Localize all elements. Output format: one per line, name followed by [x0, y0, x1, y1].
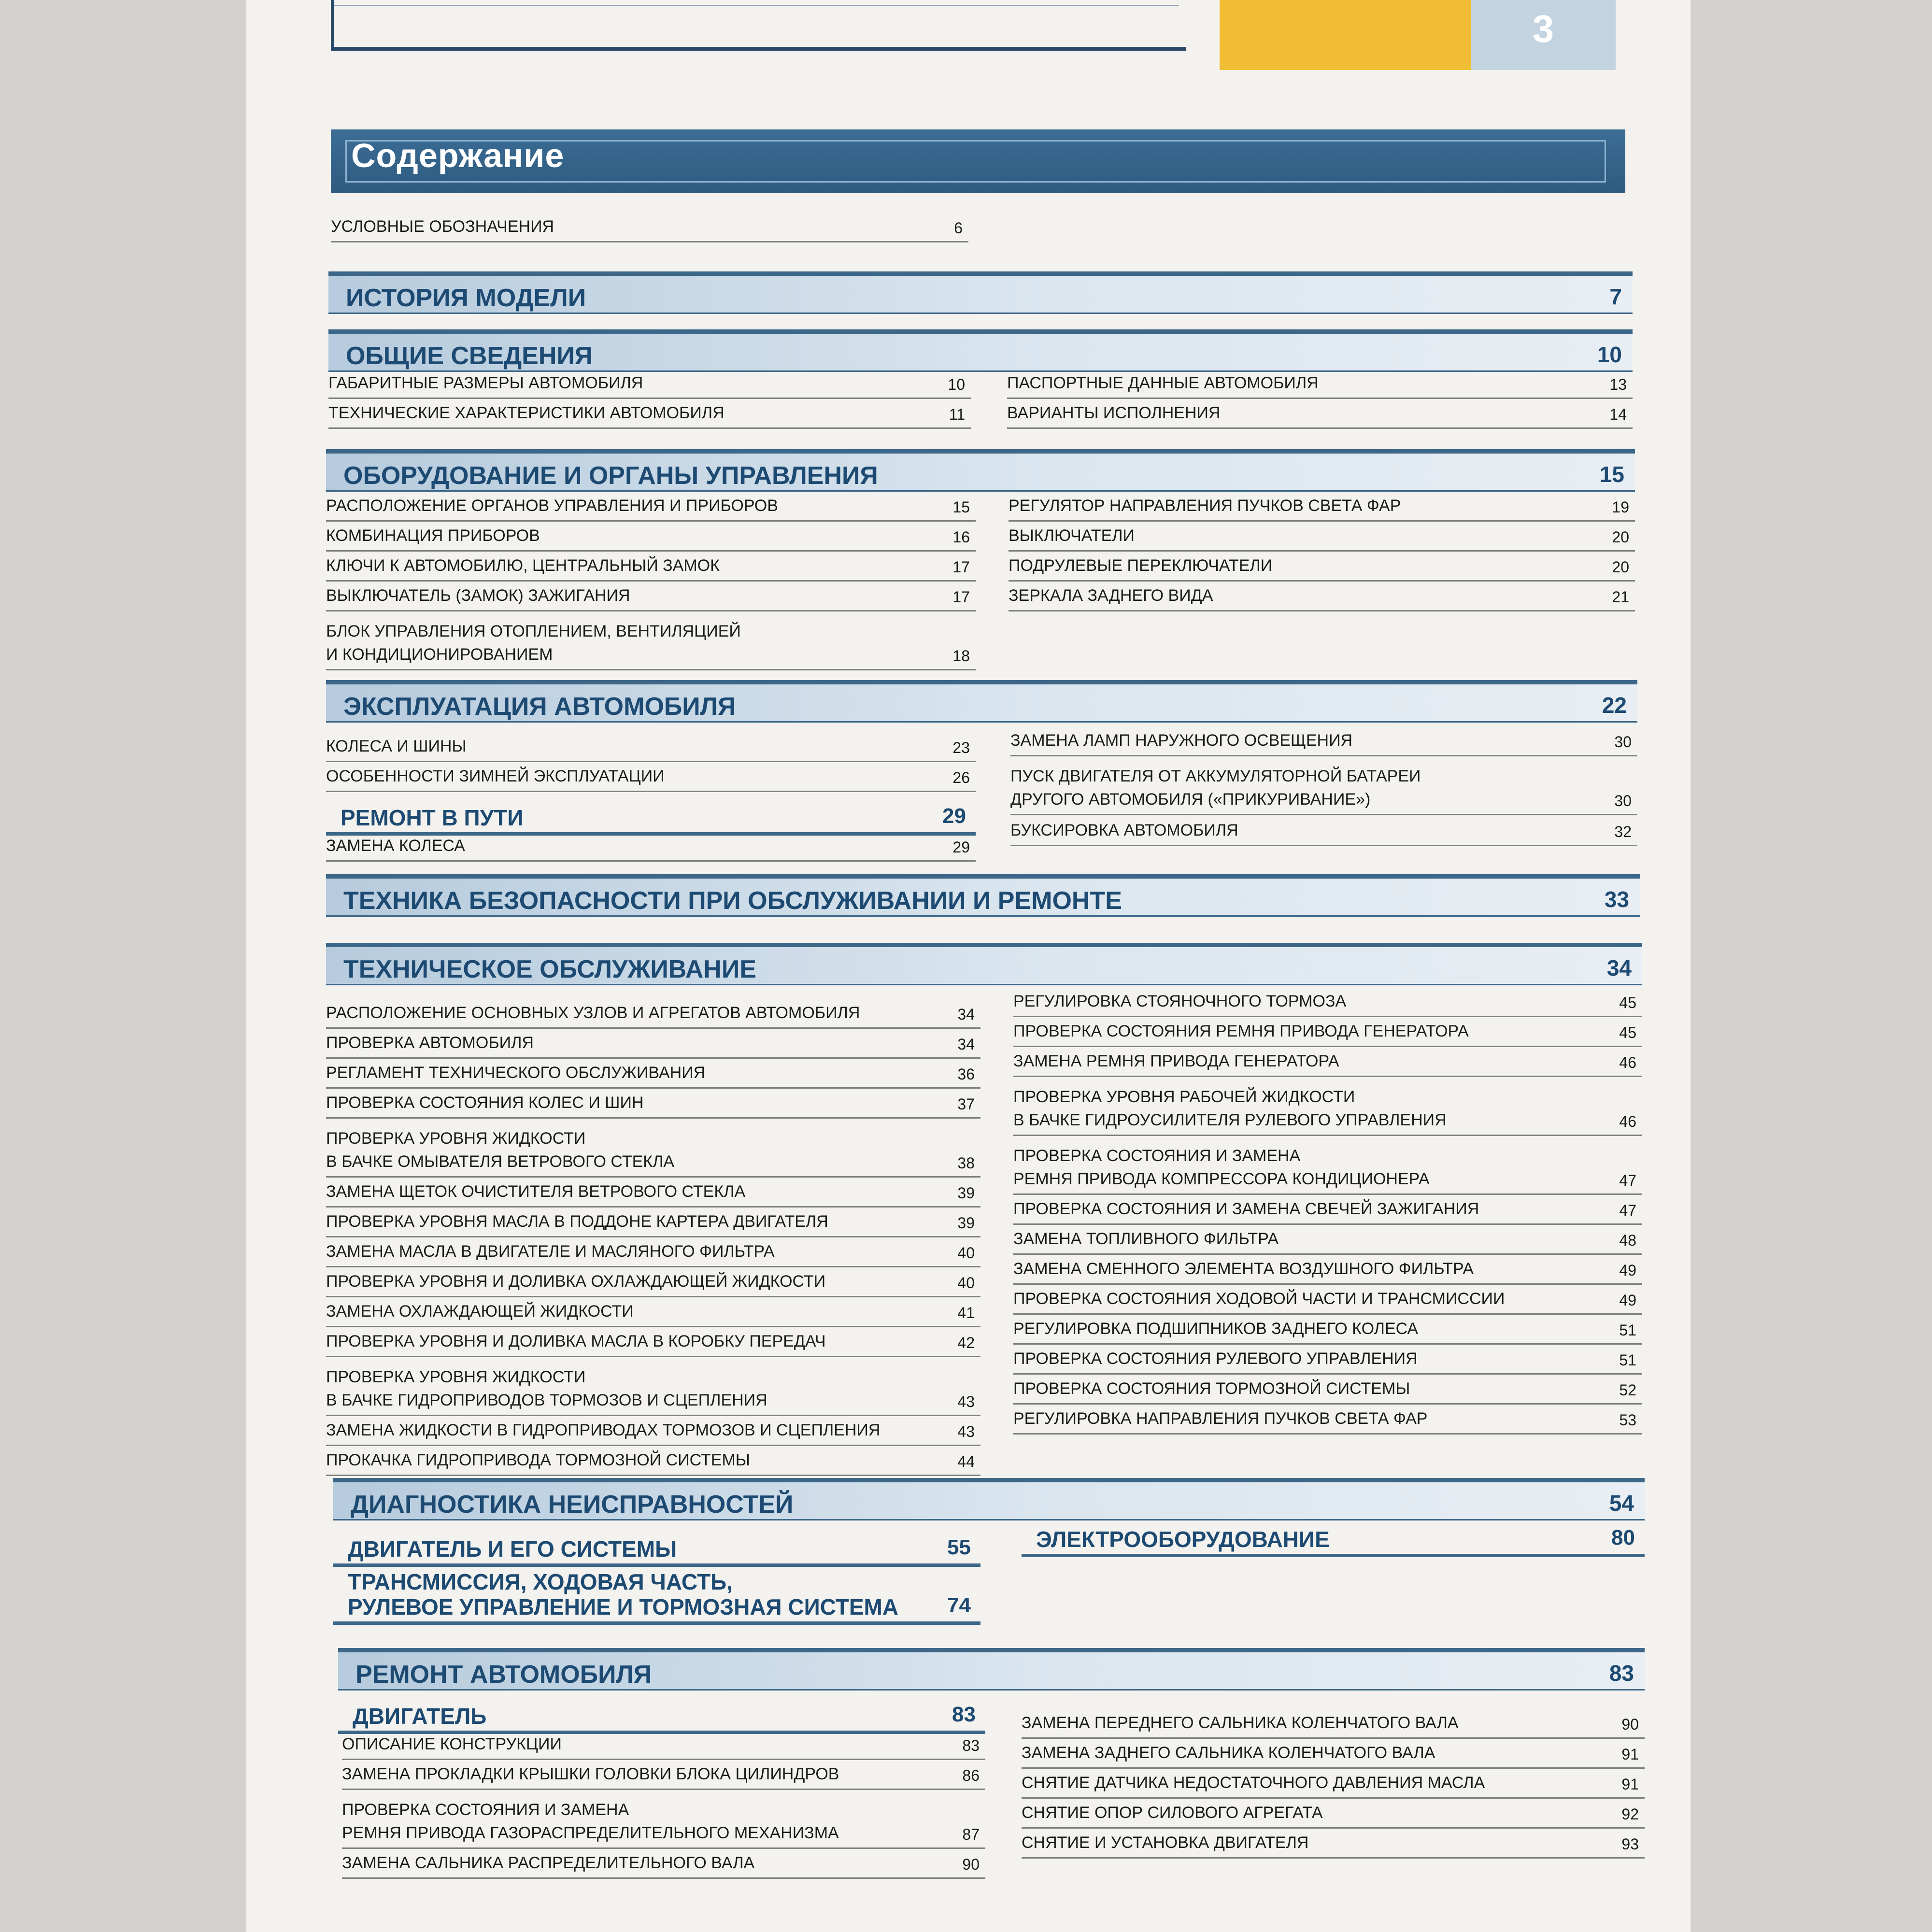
subsection-electrical[interactable]: [1022, 1517, 1645, 1557]
entry-page: 49: [1619, 1262, 1636, 1279]
toc-entry[interactable]: [1009, 552, 1635, 582]
toc-entry[interactable]: [1007, 369, 1633, 399]
entry-page: 46: [1619, 1054, 1636, 1071]
toc-entry[interactable]: [1013, 1047, 1642, 1077]
entry-label: СНЯТИЕ ОПОР СИЛОВОГО АГРЕГАТА: [1022, 1804, 1323, 1822]
toc-entry[interactable]: [1013, 1345, 1642, 1375]
toc-entry[interactable]: [326, 732, 976, 762]
toc-entry[interactable]: [326, 762, 976, 792]
toc-entry[interactable]: [1013, 1017, 1642, 1047]
entry-label: ЗАМЕНА КОЛЕСА: [326, 837, 465, 855]
section-safety[interactable]: [326, 874, 1640, 917]
section-page: 34: [1606, 955, 1632, 980]
toc-entry[interactable]: [328, 399, 971, 429]
section-title: ЭКСПЛУАТАЦИЯ АВТОМОБИЛЯ: [343, 693, 736, 721]
entry-label: КОМБИНАЦИЯ ПРИБОРОВ: [326, 526, 540, 545]
entry-page: 92: [1621, 1805, 1639, 1823]
entry-page: 43: [957, 1423, 975, 1440]
toc-entry[interactable]: [1013, 1405, 1642, 1435]
header-frame: [331, 0, 1186, 51]
entry-label-line1: ПРОВЕРКА УРОВНЯ ЖИДКОСТИ: [326, 1129, 586, 1148]
entry-page: 87: [962, 1826, 980, 1843]
toc-entry[interactable]: [342, 1849, 985, 1879]
entry-page: 49: [1619, 1292, 1636, 1309]
section-title: ДИАГНОСТИКА НЕИСПРАВНОСТЕЙ: [351, 1491, 794, 1519]
entry-page: 48: [1619, 1232, 1636, 1249]
entry-page: 83: [962, 1737, 980, 1754]
toc-entry[interactable]: [1013, 1285, 1642, 1315]
page: [246, 0, 1690, 1932]
toc-entry[interactable]: [1013, 987, 1642, 1017]
entry-label-line1: ПРОВЕРКА УРОВНЯ ЖИДКОСТИ: [326, 1368, 586, 1386]
entry-page: 30: [1614, 733, 1632, 751]
section-page: 22: [1602, 693, 1627, 718]
entry-page: 21: [1612, 588, 1629, 606]
subsection-title-line1: ТРАНСМИССИЯ, ХОДОВАЯ ЧАСТЬ,: [348, 1569, 733, 1594]
subsection-title: ДВИГАТЕЛЬ И ЕГО СИСТЕМЫ: [348, 1536, 677, 1562]
subsection-engine-systems[interactable]: [333, 1526, 980, 1567]
header-rule: [334, 5, 1179, 6]
section-page: 33: [1604, 887, 1629, 912]
entry-label: ЗАМЕНА ТОПЛИВНОГО ФИЛЬТРА: [1013, 1230, 1279, 1248]
entry-page: 47: [1619, 1172, 1636, 1189]
entry-label: ПРОВЕРКА АВТОМОБИЛЯ: [326, 1034, 534, 1052]
entry-page: 40: [957, 1274, 975, 1292]
entry-page: 10: [948, 376, 965, 393]
section-general[interactable]: [328, 329, 1633, 372]
section-history[interactable]: [328, 271, 1633, 314]
toc-entry[interactable]: [1010, 816, 1637, 846]
entry-label: ЗАМЕНА МАСЛА В ДВИГАТЕЛЕ И МАСЛЯНОГО ФИЛЬТРА: [326, 1242, 775, 1261]
subsection-page: 80: [1611, 1526, 1635, 1549]
toc-entry[interactable]: [326, 1416, 980, 1446]
section-maintenance[interactable]: [326, 943, 1642, 985]
section-page: 15: [1599, 462, 1624, 487]
page-header: [246, 0, 1690, 72]
entry-label: СНЯТИЕ ДАТЧИКА НЕДОСТАТОЧНОГО ДАВЛЕНИЯ МАСЛА: [1022, 1774, 1485, 1792]
entry-label: УСЛОВНЫЕ ОБОЗНАЧЕНИЯ: [331, 217, 554, 236]
entry-label: ОСОБЕННОСТИ ЗИМНЕЙ ЭКСПЛУАТАЦИИ: [326, 767, 665, 785]
entry-label-line2: И КОНДИЦИОНИРОВАНИЕМ: [326, 645, 553, 664]
toc-entry[interactable]: [1013, 1195, 1642, 1225]
entry-label: ПРОВЕРКА СОСТОЯНИЯ РУЛЕВОГО УПРАВЛЕНИЯ: [1013, 1350, 1418, 1368]
entry-label: ЗАМЕНА ПРОКЛАДКИ КРЫШКИ ГОЛОВКИ БЛОКА ЦИЛИНДРОВ: [342, 1765, 839, 1783]
section-page: 7: [1609, 284, 1622, 309]
entry-label: [342, 1798, 839, 1845]
entry-label: ЗАМЕНА ЛАМП НАРУЖНОГО ОСВЕЩЕНИЯ: [1010, 731, 1353, 750]
entry-label: ЗАМЕНА ПЕРЕДНЕГО САЛЬНИКА КОЛЕНЧАТОГО ВАЛА: [1022, 1714, 1459, 1732]
entry-page: 29: [952, 838, 970, 856]
toc-entry[interactable]: [1010, 726, 1637, 756]
toc-entry[interactable]: [1022, 1709, 1645, 1739]
toc-entry[interactable]: [1013, 1136, 1642, 1195]
entry-label: ПРОВЕРКА СОСТОЯНИЯ ХОДОВОЙ ЧАСТИ И ТРАНСМИССИИ: [1013, 1290, 1505, 1308]
entry-label: РЕГУЛИРОВКА НАПРАВЛЕНИЯ ПУЧКОВ СВЕТА ФАР: [1013, 1409, 1428, 1428]
entry-label: ПРОВЕРКА СОСТОЯНИЯ РЕМНЯ ПРИВОДА ГЕНЕРАТОРА: [1013, 1022, 1469, 1040]
entry-page: 93: [1621, 1835, 1639, 1853]
subsection-road-repair[interactable]: [326, 802, 976, 836]
entry-label: ЗЕРКАЛА ЗАДНЕГО ВИДА: [1009, 586, 1213, 605]
entry-page: 53: [1619, 1411, 1636, 1429]
subsection-transmission[interactable]: [333, 1569, 980, 1625]
entry-page: 34: [957, 1006, 975, 1023]
entry-page: 44: [957, 1453, 975, 1470]
entry-label-line2: В БАЧКЕ ГИДРОУСИЛИТЕЛЯ РУЛЕВОГО УПРАВЛЕНИЯ: [1013, 1111, 1447, 1129]
subsection-title: РЕМОНТ В ПУТИ: [341, 805, 524, 830]
entry-page: 23: [952, 739, 970, 756]
entry-label: РАСПОЛОЖЕНИЕ ОРГАНОВ УПРАВЛЕНИЯ И ПРИБОРОВ: [326, 497, 778, 515]
section-repair[interactable]: [338, 1648, 1645, 1690]
entry-label: ГАБАРИТНЫЕ РАЗМЕРЫ АВТОМОБИЛЯ: [328, 374, 643, 392]
entry-page: 30: [1614, 792, 1632, 810]
toc-entry[interactable]: [326, 522, 976, 552]
entry-page: 90: [1621, 1716, 1639, 1733]
entry-page: 32: [1614, 823, 1632, 840]
entry-label-line2: В БАЧКЕ ОМЫВАТЕЛЯ ВЕТРОВОГО СТЕКЛА: [326, 1152, 675, 1171]
toc-entry[interactable]: [1013, 1255, 1642, 1285]
entry-page: 90: [962, 1856, 980, 1873]
entry-label: [1013, 1144, 1430, 1191]
subsection-title: ЭЛЕКТРООБОРУДОВАНИЕ: [1036, 1527, 1330, 1552]
subsection-title: [348, 1569, 898, 1619]
entry-label: КЛЮЧИ К АВТОМОБИЛЮ, ЦЕНТРАЛЬНЫЙ ЗАМОК: [326, 556, 720, 575]
toc-entry[interactable]: [1013, 1225, 1642, 1255]
entry-page: 19: [1612, 498, 1629, 516]
toc-entry[interactable]: [326, 1357, 980, 1416]
entry-label-line2: ДРУГОГО АВТОМОБИЛЯ («ПРИКУРИВАНИЕ»): [1010, 790, 1371, 809]
toc-entry[interactable]: [326, 832, 976, 862]
entry-label: ОПИСАНИЕ КОНСТРУКЦИИ: [342, 1735, 562, 1753]
entry-label: ПОДРУЛЕВЫЕ ПЕРЕКЛЮЧАТЕЛИ: [1009, 556, 1273, 575]
entry-page: 20: [1612, 558, 1629, 576]
toc-entry[interactable]: [326, 1237, 980, 1267]
entry-page: 26: [952, 769, 970, 786]
entry-label: РАСПОЛОЖЕНИЕ ОСНОВНЫХ УЗЛОВ И АГРЕГАТОВ АВТОМОБИЛЯ: [326, 1004, 860, 1022]
toc-entry[interactable]: [1013, 1375, 1642, 1405]
entry-label: ПРОВЕРКА УРОВНЯ И ДОЛИВКА ОХЛАЖДАЮЩЕЙ ЖИДКОСТИ: [326, 1272, 826, 1291]
entry-label: РЕГУЛИРОВКА ПОДШИПНИКОВ ЗАДНЕГО КОЛЕСА: [1013, 1320, 1419, 1338]
toc-entry[interactable]: [326, 1267, 980, 1297]
section-diagnostics[interactable]: [333, 1478, 1645, 1520]
subsection-page: 74: [947, 1593, 971, 1617]
entry-page: 52: [1619, 1381, 1636, 1399]
entry-label-line1: ПРОВЕРКА УРОВНЯ РАБОЧЕЙ ЖИДКОСТИ: [1013, 1088, 1355, 1106]
entry-page: 11: [949, 406, 965, 423]
entry-label: ЗАМЕНА РЕМНЯ ПРИВОДА ГЕНЕРАТОРА: [1013, 1052, 1339, 1070]
toc-entry[interactable]: [326, 1089, 980, 1119]
entry-page: 20: [1612, 528, 1629, 546]
entry-label-line2: РЕМНЯ ПРИВОДА КОМПРЕССОРА КОНДИЦИОНЕРА: [1013, 1170, 1430, 1188]
entry-label: ПРОВЕРКА СОСТОЯНИЯ ТОРМОЗНОЙ СИСТЕМЫ: [1013, 1379, 1410, 1398]
toc-entry[interactable]: [326, 1059, 980, 1089]
toc-entry[interactable]: [1013, 1077, 1642, 1136]
entry-label: [326, 620, 741, 666]
entry-page: 15: [952, 498, 970, 516]
entry-label: СНЯТИЕ И УСТАНОВКА ДВИГАТЕЛЯ: [1022, 1833, 1309, 1852]
section-title: ТЕХНИКА БЕЗОПАСНОСТИ ПРИ ОБСЛУЖИВАНИИ И РЕМОНТЕ: [343, 887, 1122, 915]
entry-page: 51: [1619, 1351, 1636, 1369]
toc-entry[interactable]: [1022, 1769, 1645, 1799]
entry-label: ЗАМЕНА СМЕННОГО ЭЛЕМЕНТА ВОЗДУШНОГО ФИЛЬТРА: [1013, 1260, 1474, 1278]
toc-entry[interactable]: [1009, 522, 1635, 552]
subsection-page: 29: [942, 804, 966, 828]
entry-label-line2: РЕМНЯ ПРИВОДА ГАЗОРАСПРЕДЕЛИТЕЛЬНОГО МЕХАНИЗМА: [342, 1824, 839, 1842]
entry-label: ЗАМЕНА ЩЕТОК ОЧИСТИТЕЛЯ ВЕТРОВОГО СТЕКЛА: [326, 1182, 746, 1201]
toc-entry[interactable]: [326, 611, 976, 670]
section-title: ТЕХНИЧЕСКОЕ ОБСЛУЖИВАНИЕ: [343, 955, 756, 983]
entry-label: ПРОВЕРКА УРОВНЯ МАСЛА В ПОДДОНЕ КАРТЕРА ДВИГАТЕЛЯ: [326, 1212, 828, 1231]
entry-page: 91: [1621, 1776, 1639, 1793]
entry-label: БУКСИРОВКА АВТОМОБИЛЯ: [1010, 821, 1238, 839]
toc-entry[interactable]: [1022, 1799, 1645, 1829]
subsection-page: 83: [952, 1703, 976, 1726]
toc-entry[interactable]: [326, 1446, 980, 1476]
entry-page: 38: [957, 1154, 975, 1172]
entry-label: [1013, 1085, 1447, 1132]
entry-page: 37: [957, 1095, 975, 1113]
entry-label: ВАРИАНТЫ ИСПОЛНЕНИЯ: [1007, 404, 1221, 422]
entry-page: 91: [1621, 1746, 1639, 1763]
toc-entry[interactable]: [326, 582, 976, 611]
section-equipment[interactable]: [326, 449, 1635, 492]
subsection-page: 55: [947, 1535, 971, 1559]
entry-label: [1010, 765, 1421, 811]
toc-entry[interactable]: [326, 1029, 980, 1059]
section-title: ОБЩИЕ СВЕДЕНИЯ: [346, 342, 593, 370]
entry-page: 51: [1619, 1321, 1636, 1339]
toc-entry[interactable]: [326, 1208, 980, 1237]
entry-label-line1: ПУСК ДВИГАТЕЛЯ ОТ АККУМУЛЯТОРНОЙ БАТАРЕИ: [1010, 767, 1421, 785]
entry-label: КОЛЕСА И ШИНЫ: [326, 737, 467, 755]
toc-entry[interactable]: [326, 1178, 980, 1208]
entry-page: 39: [957, 1184, 975, 1202]
entry-page: 34: [957, 1036, 975, 1053]
toc-entry[interactable]: [326, 552, 976, 582]
entry-page: 45: [1619, 994, 1636, 1011]
entry-label: ПРОКАЧКА ГИДРОПРИВОДА ТОРМОЗНОЙ СИСТЕМЫ: [326, 1451, 750, 1469]
entry-label: ПРОВЕРКА СОСТОЯНИЯ И ЗАМЕНА СВЕЧЕЙ ЗАЖИГАНИЯ: [1013, 1200, 1479, 1218]
section-page: 10: [1597, 342, 1622, 367]
entry-page: 6: [954, 219, 963, 237]
page-number: 3: [1532, 7, 1554, 50]
header-yellow-block: [1220, 0, 1471, 70]
entry-label: ПАСПОРТНЫЕ ДАННЫЕ АВТОМОБИЛЯ: [1007, 374, 1319, 392]
entry-page: 36: [957, 1065, 975, 1083]
entry-page: 17: [952, 558, 970, 576]
toc-entry[interactable]: [326, 492, 976, 522]
toc-entry[interactable]: [1009, 492, 1635, 522]
toc-entry-symbols[interactable]: [331, 213, 968, 242]
entry-label: ЗАМЕНА ЗАДНЕГО САЛЬНИКА КОЛЕНЧАТОГО ВАЛА: [1022, 1744, 1435, 1762]
toc-entry[interactable]: [326, 999, 980, 1029]
entry-label: [326, 1365, 767, 1412]
entry-page: 17: [952, 588, 970, 606]
toc-entry[interactable]: [1022, 1739, 1645, 1769]
entry-label: ТЕХНИЧЕСКИЕ ХАРАКТЕРИСТИКИ АВТОМОБИЛЯ: [328, 404, 724, 422]
toc-entry[interactable]: [326, 1119, 980, 1178]
section-page: 54: [1609, 1491, 1634, 1516]
subsection-repair-engine[interactable]: [338, 1700, 985, 1734]
entry-label: ВЫКЛЮЧАТЕЛИ: [1009, 526, 1135, 545]
entry-label: [326, 1127, 674, 1173]
subsection-title: ДВИГАТЕЛЬ: [353, 1704, 487, 1729]
toc-entry[interactable]: [342, 1790, 985, 1849]
entry-label: РЕГУЛЯТОР НАПРАВЛЕНИЯ ПУЧКОВ СВЕТА ФАР: [1009, 497, 1401, 515]
entry-page: 86: [962, 1767, 980, 1784]
toc-entry[interactable]: [342, 1760, 985, 1790]
entry-page: 45: [1619, 1024, 1636, 1041]
entry-page: 46: [1619, 1113, 1636, 1130]
toc-entry[interactable]: [1022, 1829, 1645, 1859]
entry-label-line1: БЛОК УПРАВЛЕНИЯ ОТОПЛЕНИЕМ, ВЕНТИЛЯЦИЕЙ: [326, 622, 741, 640]
entry-page: 47: [1619, 1202, 1636, 1219]
toc-entry[interactable]: [1009, 582, 1635, 611]
toc-entry[interactable]: [326, 1327, 980, 1357]
toc-title-banner: [331, 129, 1625, 193]
entry-label: РЕГЛАМЕНТ ТЕХНИЧЕСКОГО ОБСЛУЖИВАНИЯ: [326, 1064, 706, 1082]
entry-label: ПРОВЕРКА УРОВНЯ И ДОЛИВКА МАСЛА В КОРОБКУ ПЕРЕДАЧ: [326, 1332, 826, 1350]
entry-page: 41: [957, 1304, 975, 1321]
entry-label-line2: В БАЧКЕ ГИДРОПРИВОДОВ ТОРМОЗОВ И СЦЕПЛЕНИЯ: [326, 1391, 767, 1409]
entry-label: ЗАМЕНА ОХЛАЖДАЮЩЕЙ ЖИДКОСТИ: [326, 1302, 634, 1321]
entry-label: ПРОВЕРКА СОСТОЯНИЯ КОЛЕС И ШИН: [326, 1094, 644, 1112]
section-page: 83: [1609, 1661, 1634, 1686]
entry-page: 14: [1609, 406, 1627, 423]
section-title: ИСТОРИЯ МОДЕЛИ: [346, 284, 586, 312]
entry-page: 43: [957, 1393, 975, 1410]
entry-label: ВЫКЛЮЧАТЕЛЬ (ЗАМОК) ЗАЖИГАНИЯ: [326, 586, 630, 605]
entry-page: 13: [1609, 376, 1627, 393]
entry-page: 40: [957, 1244, 975, 1262]
entry-label-line1: ПРОВЕРКА СОСТОЯНИЯ И ЗАМЕНА: [342, 1801, 629, 1819]
toc-entry[interactable]: [342, 1730, 985, 1760]
entry-page: 16: [952, 528, 970, 546]
toc-entry[interactable]: [326, 1297, 980, 1327]
section-title: РЕМОНТ АВТОМОБИЛЯ: [355, 1661, 652, 1689]
entry-label: ЗАМЕНА САЛЬНИКА РАСПРЕДЕЛИТЕЛЬНОГО ВАЛА: [342, 1854, 755, 1872]
entry-label: ЗАМЕНА ЖИДКОСТИ В ГИДРОПРИВОДАХ ТОРМОЗОВ И СЦЕПЛЕНИЯ: [326, 1421, 881, 1439]
subsection-title-line2: РУЛЕВОЕ УПРАВЛЕНИЕ И ТОРМОЗНАЯ СИСТЕМА: [348, 1594, 899, 1619]
entry-page: 39: [957, 1214, 975, 1232]
entry-page: 42: [957, 1334, 975, 1351]
entry-label-line1: ПРОВЕРКА СОСТОЯНИЯ И ЗАМЕНА: [1013, 1147, 1301, 1165]
section-operation[interactable]: [326, 680, 1637, 723]
section-title: ОБОРУДОВАНИЕ И ОРГАНЫ УПРАВЛЕНИЯ: [343, 462, 878, 490]
toc-title: Содержание: [351, 137, 565, 174]
toc-entry[interactable]: [1007, 399, 1633, 429]
entry-label: РЕГУЛИРОВКА СТОЯНОЧНОГО ТОРМОЗА: [1013, 992, 1347, 1010]
entry-page: 18: [952, 647, 970, 665]
toc-entry[interactable]: [328, 369, 971, 399]
toc-entry[interactable]: [1013, 1315, 1642, 1345]
toc-entry[interactable]: [1010, 756, 1637, 815]
